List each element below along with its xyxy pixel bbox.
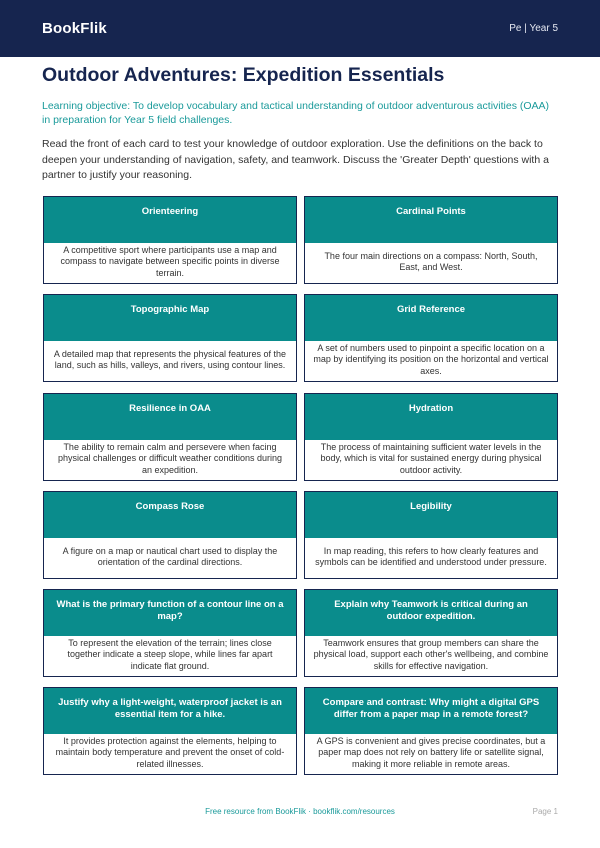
footer-credit[interactable]: Free resource from BookFlik · bookflik.com/resources: [205, 807, 395, 816]
learning-objective: Learning objective: To develop vocabulary and tactical understanding of outdoor adventurous activities (OAA) in preparation for Year 5 field challenges.: [42, 100, 550, 126]
card-back: The process of maintaining sufficient water levels in the body, which is vital for sustained energy during physical outdoor activity.: [320, 441, 542, 475]
flashcard-gps-question: [304, 687, 558, 775]
card-back: A set of numbers used to pinpoint a specific location on a map by identifying its position on the horizontal and vertical axes.: [313, 342, 549, 376]
card-front: Compare and contrast: Why might a digital GPS differ from a paper map in a remote forest?: [305, 688, 557, 734]
flashcard-contour-question: [43, 589, 297, 677]
card-back: It provides protection against the elements, helping to maintain body temperature and prevent the onset of cold-related illnesses.: [55, 735, 285, 769]
flashcard-orienteering: [43, 196, 297, 284]
flashcard-teamwork-question: [304, 589, 558, 677]
card-front: Explain why Teamwork is critical during an outdoor expedition.: [305, 590, 557, 636]
top-bar: [0, 0, 600, 57]
flashcard-topographic-map: [43, 294, 297, 382]
card-front: Hydration: [305, 394, 557, 440]
flashcard-jacket-question: [43, 687, 297, 775]
flashcard-hydration: [304, 393, 558, 481]
card-front: Justify why a light-weight, waterproof jacket is an essential item for a hike.: [44, 688, 296, 734]
card-front: Compass Rose: [44, 492, 296, 538]
brand-logo[interactable]: BookFlik: [42, 20, 107, 37]
card-front: Grid Reference: [305, 295, 557, 341]
card-back: A detailed map that represents the physical features of the land, such as hills, valleys, and rivers, using contour lines.: [53, 348, 287, 370]
flashcard-legibility: [304, 491, 558, 579]
card-back: The ability to remain calm and persevere when facing physical challenges or difficult weather conditions during an expedition.: [58, 441, 282, 475]
card-back: To represent the elevation of the terrain; lines close together indicate a steep slope, while lines far apart indicate flat ground.: [67, 637, 273, 671]
intro-text: Read the front of each card to test your knowledge of outdoor exploration. Use the definitions on the back to deepen your understanding of navigation, safety, and teamwork. Discuss the 'Greater Depth' questions with a partner to justify your reasoning.: [42, 138, 549, 181]
card-back: Teamwork ensures that group members can share the physical load, support each other's wellbeing, and combine skills for effective navigation.: [313, 637, 549, 671]
card-front: Topographic Map: [44, 295, 296, 341]
card-front: Orienteering: [44, 197, 296, 243]
card-back: The four main directions on a compass: North, South, East, and West.: [324, 250, 538, 272]
subject-year-label: Pe | Year 5: [509, 23, 558, 34]
card-back: A competitive sport where participants use a map and compass to navigate between specific points in diverse terrain.: [60, 244, 280, 278]
page-number: Page 1: [532, 807, 558, 816]
flashcard-grid-reference: [304, 294, 558, 382]
card-back: A GPS is convenient and gives precise coordinates, but a paper map does not rely on battery life or satellite signal, making it more reliable in remote areas.: [316, 735, 546, 769]
card-front: Legibility: [305, 492, 557, 538]
flashcard-resilience: [43, 393, 297, 481]
flashcard-compass-rose: [43, 491, 297, 579]
page-title: Outdoor Adventures: Expedition Essentials: [42, 64, 445, 86]
card-front: Resilience in OAA: [44, 394, 296, 440]
flashcard-cardinal-points: [304, 196, 558, 284]
card-back: A figure on a map or nautical chart used to display the orientation of the cardinal directions.: [62, 545, 278, 567]
card-front: Cardinal Points: [305, 197, 557, 243]
card-back: In map reading, this refers to how clearly features and symbols can be identified and understood under pressure.: [315, 545, 547, 567]
card-front: What is the primary function of a contour line on a map?: [44, 590, 296, 636]
